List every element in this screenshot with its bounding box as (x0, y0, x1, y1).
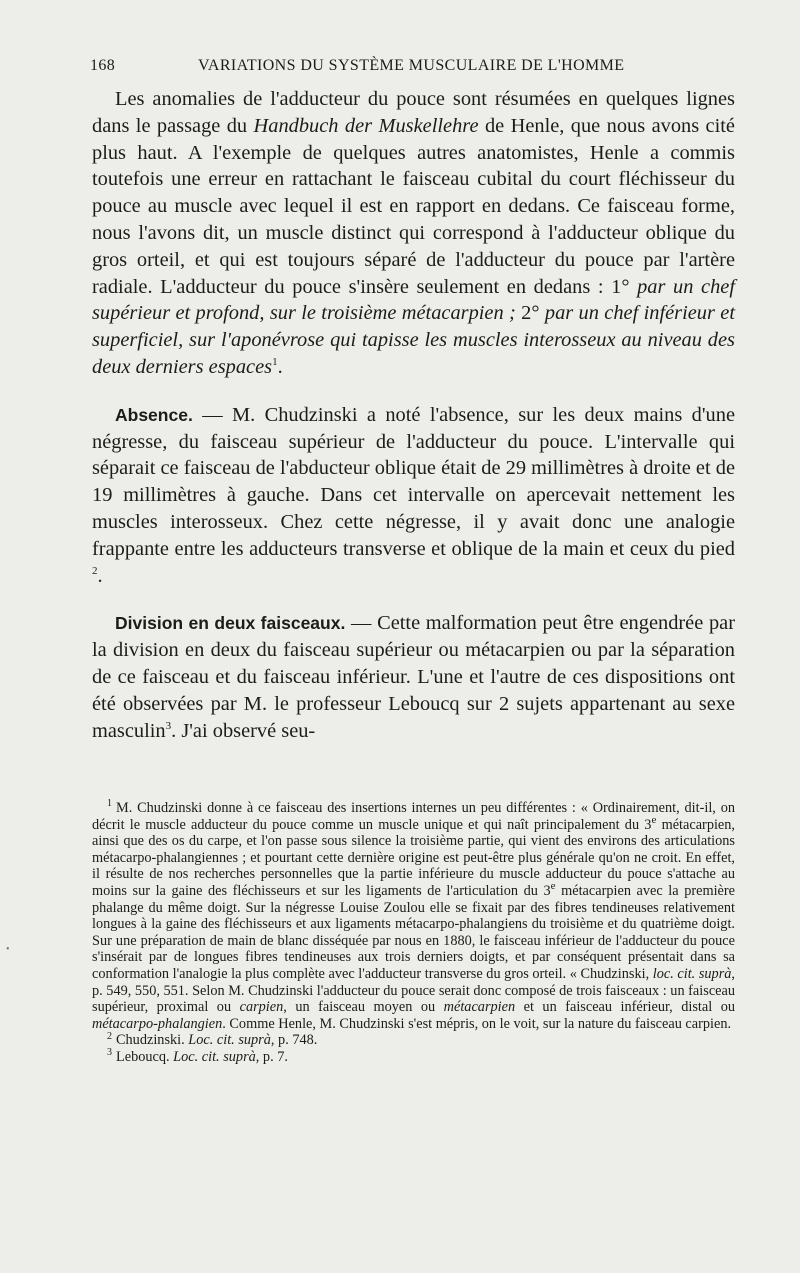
footnote-ref-2: 2 (92, 564, 98, 577)
text-run: et un faisceau inférieur, distal ou (515, 999, 735, 1016)
text-run: Leboucq. (116, 1048, 174, 1065)
italic-title-handbuch: Handbuch der Muskellehre (253, 114, 479, 137)
text-run: de Henle, que nous avons cité plus haut. A l'exemple de quelques autres anatomistes, Henle a commis toutefois une erreur en rattachant le faisceau cubital du court fléchisseur du pouce au muscle avec lequel il est en rapport en dedans. Ce faisceau forme, nous l'avons dit, un muscle distinct qui correspond à l'adducteur oblique du gros orteil, et qui est toujours séparé de l'adducteur du pouce par l'artère radiale. L'adducteur du pouce s'insère seulement en dedans : 1° (92, 114, 735, 298)
ordinal-sup: e (651, 813, 657, 826)
italic-run: métacarpien (443, 999, 516, 1016)
italic-run: carpien (239, 999, 284, 1016)
text-run: , p. 748. (270, 1032, 318, 1049)
text-run: M. Chudzinski donne à ce faisceau des insertions internes un peu différentes : « Ordinairement, dit-il, on décrit le muscle adducteur du pouce comme un muscle unique et qui naît principalement du 3 (92, 800, 735, 833)
section-heading-absence: Absence. (115, 404, 193, 425)
footnotes (92, 800, 735, 1066)
text-run: . J'ai observé seu- (171, 719, 316, 742)
footnote-ref-3: 3 (165, 719, 172, 732)
page-header (90, 57, 740, 81)
footnote-marker: 3 (107, 1047, 112, 1059)
text-run: — Cette malformation peut être engendrée par la division en deux du faisceau supérieur ou métacarpien ou par la séparation de ce faisceau et du faisceau inférieur. L'une et l'autre de ces dispositions ont été observées par M. le professeur Leboucq sur 2 sujets appartenant au sexe masculin (92, 612, 736, 742)
italic-run: Loc. cit. suprà (173, 1048, 256, 1065)
page-number: 168 (90, 57, 116, 74)
paragraph-division (92, 610, 735, 744)
footnote-2 (92, 1032, 735, 1049)
text-run: , p. 7. (255, 1048, 288, 1065)
text-run: — M. Chudzinski a noté l'absence, sur les deux mains d'une négresse, du faisceau supérieur de l'adducteur du pouce. L'intervalle qui séparait ce faisceau de l'abducteur oblique était de 29 millimètres à droite et de 19 millimètres à gauche. Dans cet intervalle on apercevait nettement les muscles interosseux. Chez cette négresse, il y avait donc une analogie frappante entre les adducteurs transverse et oblique de la main et ceux du pied (92, 403, 735, 560)
footnote-1 (92, 800, 735, 1032)
text-run: métacarpien, ainsi que des os du carpe, et l'on passe sous silence la troisième partie, qui vient des environs des articulations métacarpo-phalangiennes ; et pourtant cette dernière origine est peut-être plus générale qu'on ne croit. En effet, il résulte de nos recherches personnelles que la partie inférieure du muscle adducteur du pouce s'attache au moins sur la gaine des fléchisseurs et sur les ligaments de l'articulation du 3 (92, 816, 736, 899)
footnote-marker: 2 (107, 1030, 112, 1042)
italic-run: par un chef inférieur et superficiel, sur l'aponévrose qui tapisse les muscles interosseux au niveau des deux derniers espaces (92, 302, 735, 378)
italic-run: métacarpo-phalangien (92, 1015, 223, 1032)
italic-run: par un chef supérieur et profond, sur le troisième métacarpien ; (92, 275, 736, 325)
italic-run: Loc. cit. suprà (188, 1032, 271, 1049)
text-run: , p. 549, 550, 551. Selon M. Chudzinski l'adducteur du pouce serait donc composé de trois faisceaux : un faisceau supérieur, proximal ou (92, 965, 736, 1016)
text-run: , un faisceau moyen ou (283, 999, 444, 1016)
footnote-3 (92, 1049, 735, 1066)
footnote-marker: 1 (107, 798, 112, 810)
main-text (92, 86, 735, 744)
ordinal-sup: e (550, 880, 556, 893)
text-run: . (97, 564, 103, 587)
print-speck: • (6, 944, 10, 955)
text-run: métacarpien avec la première phalange du même doigt. Sur la négresse Louise Zoulou elle se fixait par des fibres tendineuses relativement longues à la gaine des fléchisseurs et aux ligaments métacarpo-phalangiens du troisième et du quatrième doigt. Sur une préparation de main de blanc disséquée par nous en 1880, le faisceau inférieur de l'adducteur du pouce s'insérait par de longues fibres tendineuses aux trois derniers doigts, et par conséquent présentait dans sa conformation l'analogie la plus complète avec l'adducteur transverse du gros orteil. « Chudzinski, (92, 882, 736, 982)
paragraph-absence (92, 402, 735, 590)
text-run: 2° (515, 302, 545, 325)
section-heading-division: Division en deux faisceaux. (115, 613, 346, 634)
text-run: . Comme Henle, M. Chudzinski s'est mépris, on le voit, sur la nature du faisceau carpien. (222, 1015, 732, 1032)
running-title: VARIATIONS DU SYSTÈME MUSCULAIRE DE L'HOMME (198, 57, 625, 74)
italic-run: loc. cit. suprà (652, 965, 732, 982)
text-run: Les anomalies de l'adducteur du pouce sont résumées en quelques lignes dans le passage du (92, 88, 735, 137)
footnote-ref-1: 1 (272, 356, 278, 369)
paragraph-adducteur-henle (92, 86, 735, 381)
text-run: . (277, 355, 283, 378)
text-run: Chudzinski. (116, 1032, 189, 1049)
